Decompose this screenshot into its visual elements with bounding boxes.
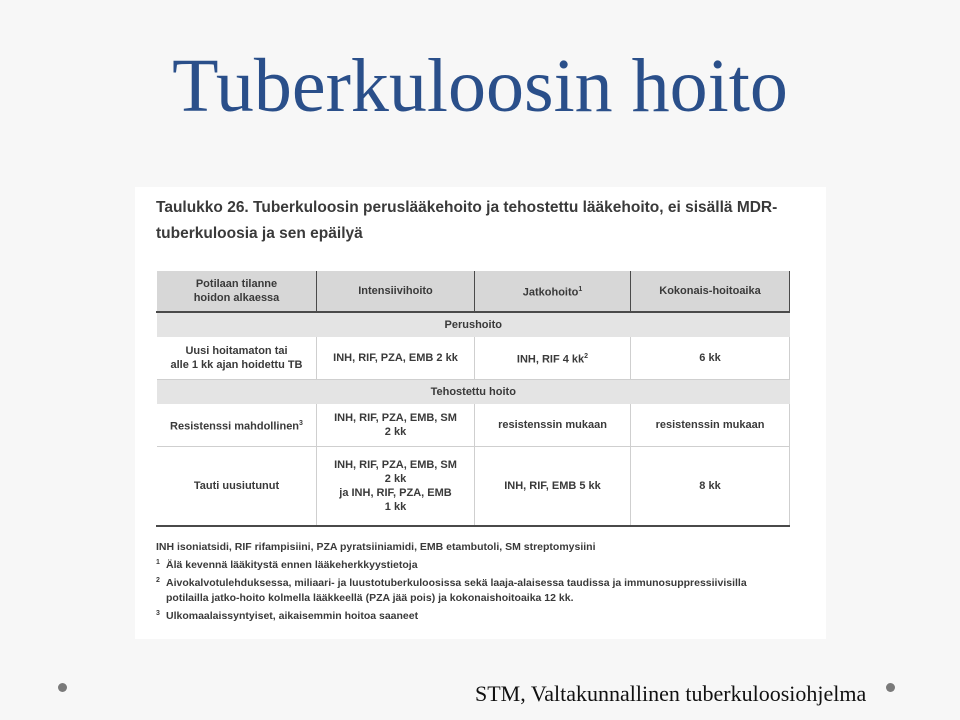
cell-patient: Resistenssi mahdollinen$^3$ — [157, 404, 317, 447]
footnote-1: $^1$ Älä kevennä lääkitystä ennen lääkeherkkyystietoja — [156, 559, 418, 571]
cell-continuation: resistenssin mukaan — [475, 404, 631, 447]
cell-intensive: INH, RIF, PZA, EMB, SM 2 kk ja INH, RIF, PZA, EMB 1 kk — [317, 447, 475, 527]
header-total: Kokonais-hoitoaika — [631, 271, 790, 312]
section-row-intensified — [157, 380, 790, 405]
table-header-row — [157, 271, 790, 312]
section-row-basic — [157, 312, 790, 337]
abbreviations-note: INH isoniatsidi, RIF rifampisiini, PZA pyratsiiniamidi, EMB etambutoli, SM streptomysiini — [156, 541, 596, 553]
source-citation: STM, Valtakunnallinen tuberkuloosiohjelma — [475, 681, 867, 706]
footnote-3: $^3$ Ulkomaalaissyntyiset, aikaisemmin hoitoa saaneet — [156, 610, 419, 622]
cell-total: 8 kk — [631, 447, 790, 527]
header-intensive: Intensiivihoito — [317, 271, 475, 312]
table-row — [157, 404, 790, 447]
table-caption: Taulukko 26. Tuberkuloosin peruslääkehoito ja tehostettu lääkehoito, ei sisällä MDR-tuberkuloosia ja sen epäilyä — [156, 199, 778, 242]
header-continuation: Jatkohoito$^1$ — [475, 271, 631, 312]
footnote-2: $^2$ Aivokalvotulehduksessa, miliaari- ja luustotuberkuloosissa sekä laaja-alaisessa taudissa ja immunosuppressiivisilla — [156, 577, 747, 589]
header-patient: Potilaan tilanne hoidon alkaessa — [157, 271, 317, 312]
section-label: Tehostettu hoito — [157, 380, 790, 405]
table-image-panel — [135, 187, 826, 639]
cell-intensive: INH, RIF, PZA, EMB 2 kk — [317, 337, 475, 380]
table-footnotes — [156, 540, 806, 624]
table-row — [157, 447, 790, 527]
treatment-table — [156, 271, 790, 527]
footnote-2-continued: potilailla jatko-hoito kolmella lääkkeellä (PZA jää pois) ja kokonaishoitoaika 12 kk. — [166, 592, 574, 604]
section-label: Perushoito — [157, 312, 790, 337]
slide-title: Tuberkuloosin hoito — [172, 44, 788, 128]
cell-intensive: INH, RIF, PZA, EMB, SM 2 kk — [317, 404, 475, 447]
table-row — [157, 337, 790, 380]
cell-continuation: INH, RIF, EMB 5 kk — [475, 447, 631, 527]
cell-patient: Uusi hoitamaton tai alle 1 kk ajan hoidettu TB — [157, 337, 317, 380]
cell-continuation: INH, RIF 4 $kk^2$ — [475, 337, 631, 380]
decorative-dot-left — [58, 683, 67, 692]
cell-total: 6 kk — [631, 337, 790, 380]
cell-total: resistenssin mukaan — [631, 404, 790, 447]
cell-patient: Tauti uusiutunut — [157, 447, 317, 527]
